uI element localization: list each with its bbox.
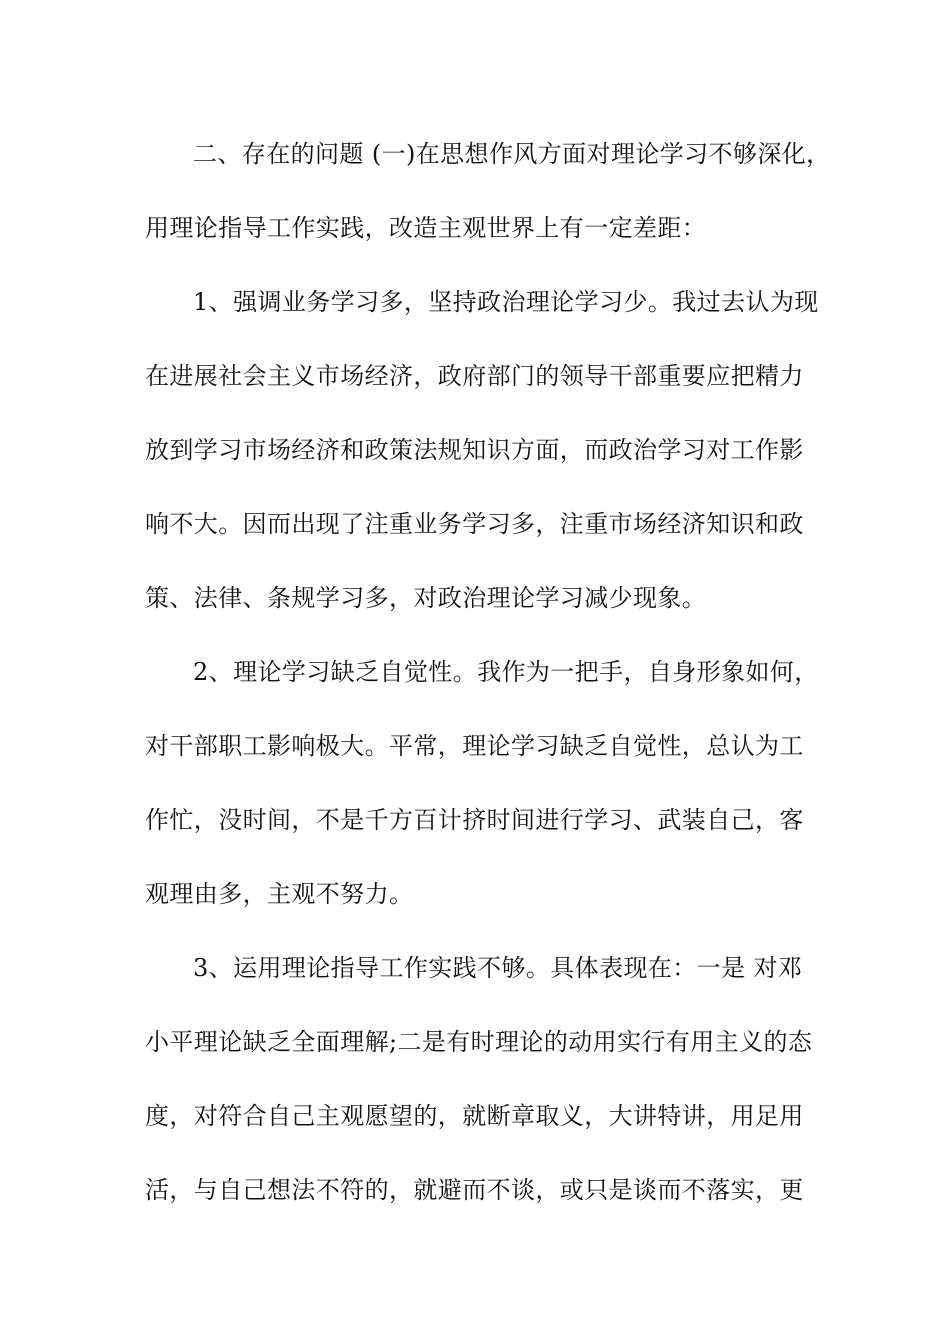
paragraph-line: 放到学习市场经济和政策法规知识方面，而政治学习对工作影 xyxy=(145,436,804,464)
paragraph-line: 3、运用理论指导工作实践不够。具体表现在：一是 对邓 xyxy=(193,954,803,982)
paragraph-line: 用理论指导工作实践，改造主观世界上有一定差距： xyxy=(145,214,707,242)
paragraph-line: 观理由多，主观不努力。 xyxy=(145,880,414,908)
paragraph-line: 度，对符合自己主观愿望的，就断章取义，大讲特讲，用足用 xyxy=(145,1102,804,1130)
paragraph-line: 作忙，没时间，不是千方百计挤时间进行学习、武装自己，客 xyxy=(145,806,804,834)
paragraph-line: 二、存在的问题 (一)在思想作风方面对理论学习不够深化， xyxy=(193,140,831,168)
paragraph-line: 1、强调业务学习多，坚持政治理论学习少。我过去认为现 xyxy=(193,288,819,316)
paragraph-line: 2、理论学习缺乏自觉性。我作为一把手，自身形象如何， xyxy=(193,658,819,686)
paragraph-line: 小平理论缺乏全面理解;二是有时理论的动用实行有用主义的态 xyxy=(145,1028,813,1056)
paragraph-line: 响不大。因而出现了注重业务学习多，注重市场经济知识和政 xyxy=(145,510,804,538)
paragraph-line: 策、法律、条规学习多，对政治理论学习减少现象。 xyxy=(145,584,707,612)
paragraph-line: 对干部职工影响极大。平常，理论学习缺乏自觉性，总认为工 xyxy=(145,732,804,760)
paragraph-line: 活，与自己想法不符的，就避而不谈，或只是谈而不落实，更 xyxy=(145,1176,804,1204)
paragraph-line: 在进展社会主义市场经济，政府部门的领导干部重要应把精力 xyxy=(145,362,804,390)
